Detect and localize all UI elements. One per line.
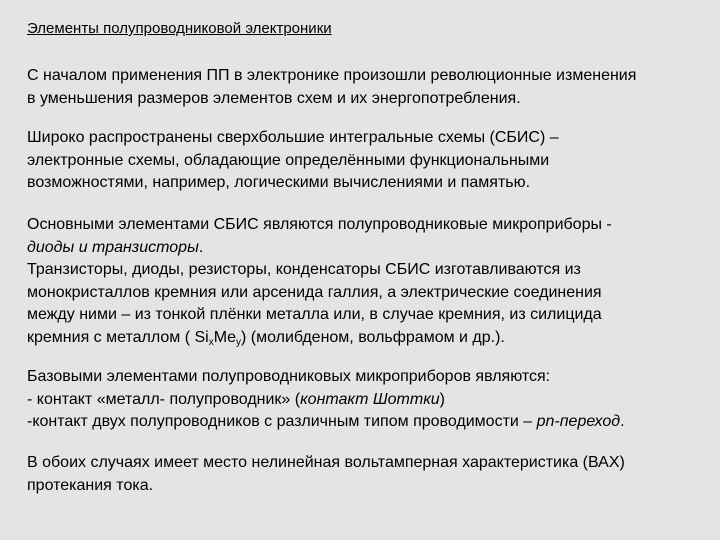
- text-line: Широко распространены сверхбольшие интегральные схемы (СБИС) –: [27, 129, 559, 146]
- text-line: [27, 411, 717, 434]
- text-fragment: -контакт двух полупроводников с различным типом проводимости –: [27, 413, 537, 430]
- text-fragment: кремния с металлом ( Si: [27, 328, 209, 346]
- text-line: В обоих случаях имеет место нелинейная вольтамперная характеристика (ВАХ): [27, 454, 625, 471]
- text-line: Транзисторы, диоды, резисторы, конденсаторы СБИС изготавливаются из: [27, 261, 581, 278]
- text-line: возможностями, например, логическими вычислениями и памятью.: [27, 174, 531, 191]
- paragraph-intro: [27, 65, 717, 110]
- page-title: Элементы полупроводниковой электроники: [27, 20, 332, 37]
- text-fragment: Me: [213, 328, 236, 346]
- paragraph-elements: [27, 214, 717, 349]
- text-fragment: ): [439, 390, 445, 408]
- italic-term: диоды и транзисторы: [27, 238, 199, 256]
- text-line: между ними – из тонкой плёнки металла или, в случае кремния, из силицида: [27, 306, 602, 323]
- text-fragment: .: [198, 238, 204, 256]
- text-fragment: ) (молибденом, вольфрамом и др.).: [240, 328, 505, 346]
- text-line: электронные схемы, обладающие определёнными функциональными: [27, 151, 550, 169]
- italic-term: pn-переход: [536, 413, 621, 430]
- subscript: y: [235, 336, 241, 348]
- paragraph-conclusion: [27, 452, 717, 497]
- paragraph-base-elements: [27, 366, 717, 434]
- paragraph-sbis: [27, 127, 717, 195]
- text-line: [27, 327, 717, 350]
- text-line: в уменьшения размеров элементов схем и их энергопотребления.: [27, 89, 521, 107]
- text-line: Базовыми элементами полупроводниковых микроприборов являются:: [27, 368, 551, 385]
- text-line: [27, 389, 717, 412]
- text-fragment: .: [620, 413, 625, 430]
- text-line: Основными элементами СБИС являются полупроводниковые микроприборы -: [27, 216, 612, 233]
- text-line: С началом применения ПП в электронике произошли революционные изменения: [27, 67, 637, 84]
- text-line: монокристаллов кремния или арсенида галлия, а электрические соединения: [27, 283, 602, 301]
- subscript: x: [208, 336, 214, 348]
- text-fragment: - контакт «металл- полупроводник» (: [27, 390, 301, 408]
- text-line: протекания тока.: [27, 476, 154, 494]
- italic-term: контакт Шоттки: [300, 390, 440, 408]
- text-line: [27, 237, 717, 260]
